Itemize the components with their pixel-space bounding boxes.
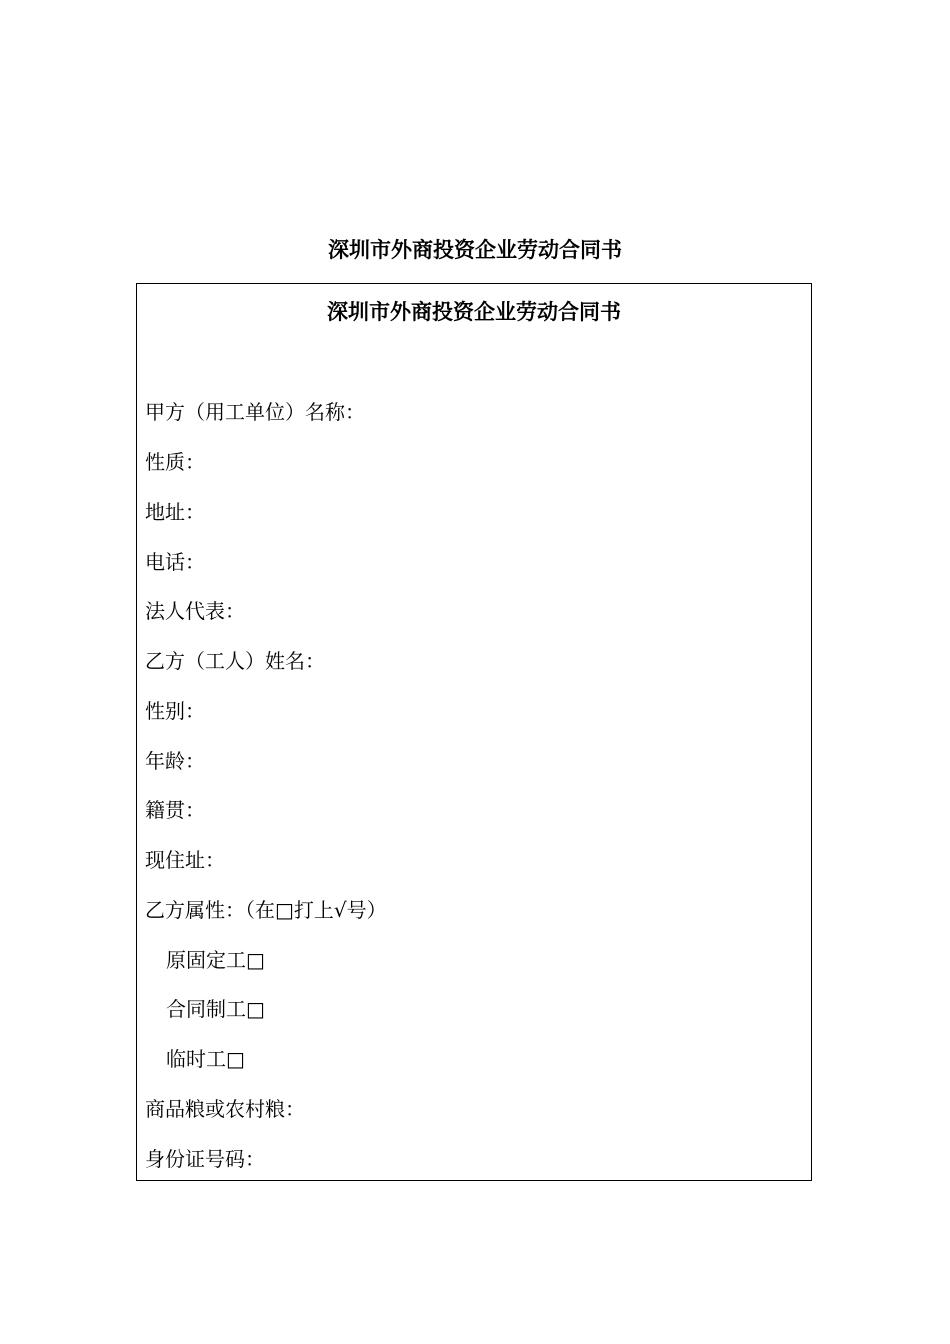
- field-legal-representative: 法人代表：: [145, 599, 245, 623]
- field-gender: 性别：: [145, 699, 205, 723]
- field-nature: 性质：: [145, 450, 205, 474]
- field-age: 年龄：: [145, 749, 205, 773]
- field-address: 地址：: [145, 500, 205, 524]
- field-employee-name: 乙方（工人）姓名：: [145, 649, 325, 673]
- field-grain-status: 商品粮或农村粮：: [145, 1097, 305, 1121]
- form-title: 深圳市外商投资企业劳动合同书: [327, 299, 621, 324]
- option-contract-worker: 合同制工□: [166, 997, 265, 1021]
- field-phone: 电话：: [145, 550, 205, 574]
- field-current-address: 现住址：: [145, 848, 225, 872]
- option-temporary-worker: 临时工□: [166, 1047, 245, 1071]
- field-employer-name: 甲方（用工单位）名称：: [145, 400, 365, 424]
- field-id-number: 身份证号码：: [145, 1147, 265, 1171]
- option-fixed-worker: 原固定工□: [166, 948, 265, 972]
- field-native-place: 籍贯：: [145, 798, 205, 822]
- field-employee-type: 乙方属性：（在□打上√号）: [145, 898, 387, 922]
- contract-form-box: [136, 283, 812, 1181]
- page-title: 深圳市外商投资企业劳动合同书: [328, 237, 622, 262]
